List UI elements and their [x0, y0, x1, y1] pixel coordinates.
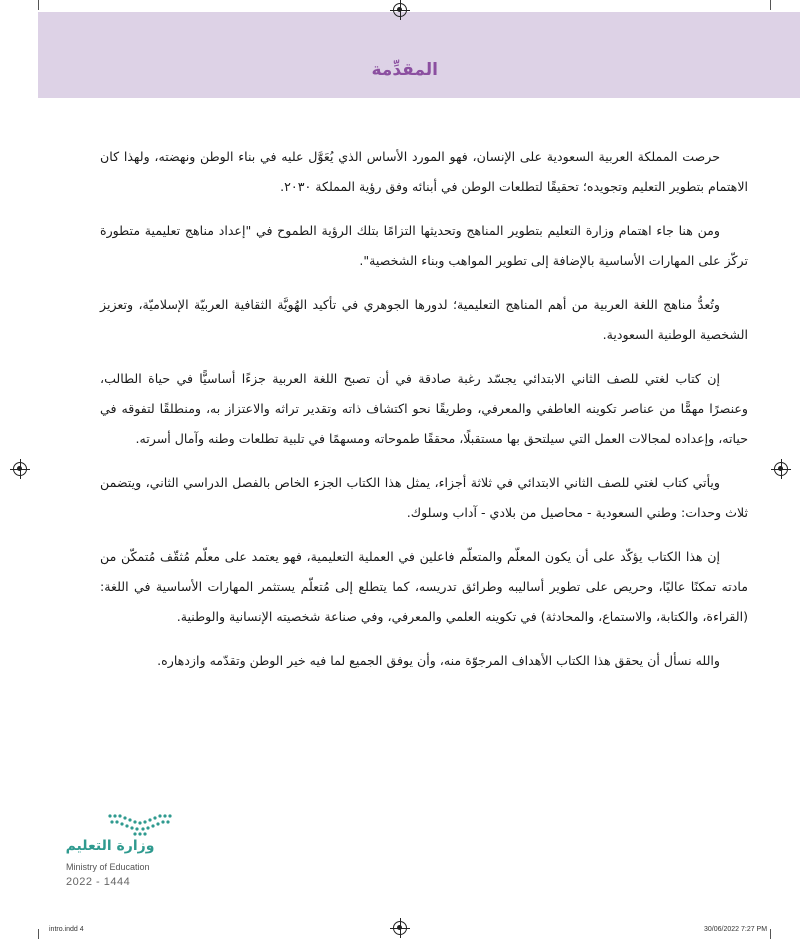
header-band — [38, 12, 800, 98]
registration-mark-icon — [393, 921, 407, 935]
ministry-logo — [64, 810, 214, 895]
paragraph: إن هذا الكتاب يؤكّد على أن يكون المعلّم والمتعلّم فاعلين في العملية التعليمية، فهو يعتمد على معلّم مُثقّف مُتمكّن من مادته تمكنًا عاليًا، وحريص على تطوير أساليبه وطرائق تدريسه، كما يتطلع إلى مُتعلّم يستثمر المهارات الأساسية في اللغة: (القراءة، والكتابة، والاستماع، والمحادثة) في تكوينه العلمي والمعرفي، وفي صناعة شخصيته الإنسانية والوطنية. — [100, 549, 748, 624]
paragraph: حرصت المملكة العربية السعودية على الإنسان، فهو المورد الأساس الذي يُعَوَّل عليه في بناء الوطن ونهضته، ولهذا كان الاهتمام بتطوير التعليم وتجويده؛ تحقيقًا لتطلعات الوطن في أبنائه وفق رؤية المملكة ٢٠٣٠. — [100, 149, 748, 194]
file-slug: intro.indd 4 — [49, 926, 84, 933]
registration-mark-icon — [774, 462, 788, 476]
crop-mark — [770, 0, 771, 10]
paragraph: إن كتاب لغتي للصف الثاني الابتدائي يجسّد رغبة صادقة في أن تصبح اللغة العربية جزءًا أساسيًّا في حياة الطالب، وعنصرًا مهمًّا من عناصر تكوينه العاطفي والمعرفي، وطريقًا نحو اكتشاف ذاته وتقدير تراثه والاعتزاز به، ومنطلقًا لتفوقه في حياته، وإعداده لمجالات العمل التي سيلتحق بها مستقبلًا، محققًا طموحاته ومسهمًا في تلبية تطلعات وطنه وآمال أسرته. — [100, 371, 748, 446]
paragraph: ومن هنا جاء اهتمام وزارة التعليم بتطوير المناهج وتحديثها التزامًا بتلك الرؤية الطموح في "إعداد مناهج تعليمية متطورة تركّز على المهارات الأساسية بالإضافة إلى تطوير المواهب وبناء الشخصية". — [100, 223, 748, 268]
print-timestamp: 30/06/2022 7:27 PM — [704, 926, 768, 933]
ministry-name-english: Ministry of Education — [66, 862, 150, 872]
registration-mark-icon — [393, 3, 407, 17]
page-title: المقدِّمة — [371, 60, 438, 80]
ministry-dots-icon — [104, 810, 184, 836]
paragraph: وتُعدُّ مناهج اللغة العربية من أهم المناهج التعليمية؛ لدورها الجوهري في تأكيد الهُويَّة الثقافية العربيّة الإسلاميّة، وتعزيز الشخصية الوطنية السعودية. — [100, 297, 748, 342]
edition-year: 2022 - 1444 — [66, 876, 131, 888]
crop-mark — [38, 929, 39, 939]
paragraph: ويأتي كتاب لغتي للصف الثاني الابتدائي في ثلاثة أجزاء، يمثل هذا الكتاب الجزء الخاص بالفصل الدراسي الثاني، ويتضمن ثلاث وحدات: وطني السعودية - محاصيل من بلادي - آداب وسلوك. — [100, 475, 748, 520]
registration-mark-icon — [13, 462, 27, 476]
ministry-name-arabic: وزارة التعليم — [65, 838, 155, 854]
paragraph: والله نسأل أن يحقق هذا الكتاب الأهداف المرجوّة منه، وأن يوفق الجميع لما فيه خير الوطن وتقدّمه وازدهاره. — [157, 653, 720, 668]
crop-mark — [38, 0, 39, 10]
crop-mark — [770, 929, 771, 939]
introduction-body — [100, 142, 748, 690]
